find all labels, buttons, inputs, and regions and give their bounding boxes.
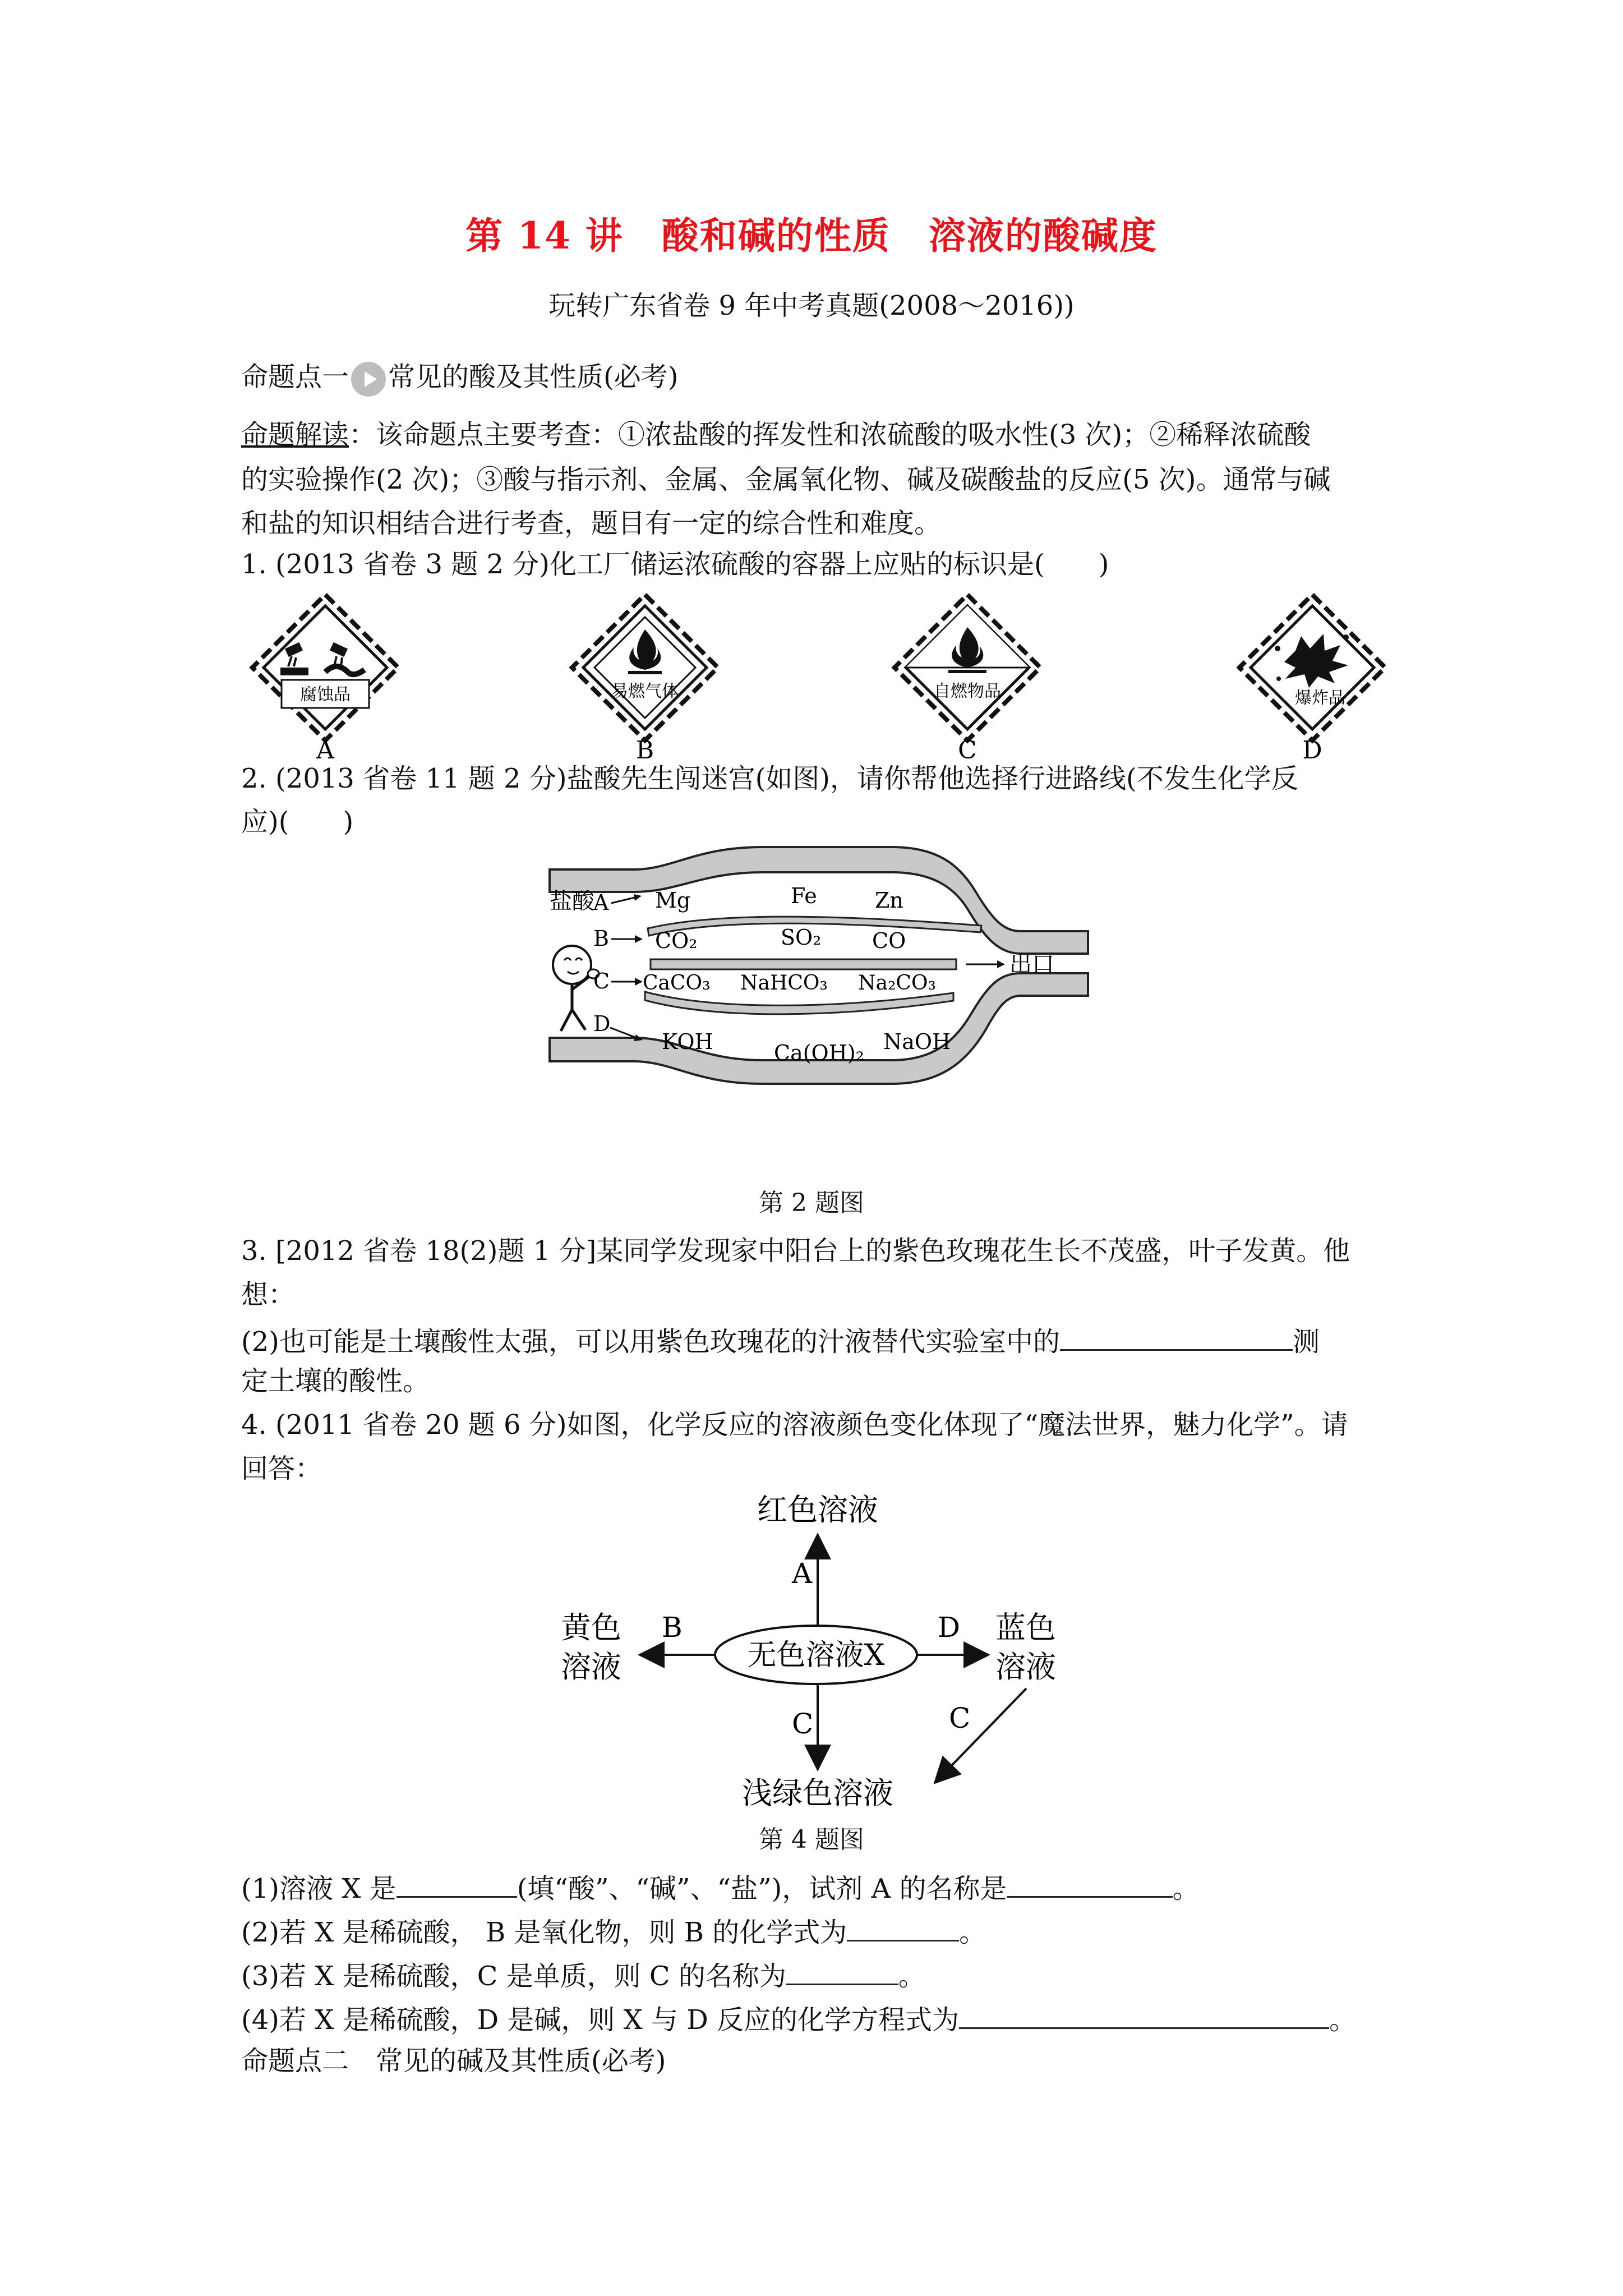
route-letter-d: D (593, 1011, 611, 1036)
question-4-sub-1 (241, 1862, 1200, 1911)
route-b-item: CO (872, 928, 906, 953)
section-prefix: 命题点一 (241, 361, 349, 393)
page-title: 第 14 讲 酸和碱的性质 溶液的酸碱度 (465, 214, 1158, 257)
sub-4-text-b: 。 (1329, 2004, 1357, 2036)
option-letter-a: A (316, 736, 334, 763)
question-3-line-3 (241, 1315, 1320, 1364)
route-d-item: KOH (662, 1029, 713, 1054)
question-3-line-1: 3. [2012 省卷 18(2)题 1 分]某同学发现家中阳台上的紫色玫瑰花生长不茂盛，叶子发黄。他 (241, 1235, 1350, 1267)
reading-label: 命题解读 (241, 419, 349, 450)
right-solution-label-1: 蓝色 (995, 1610, 1056, 1645)
route-c-item: CaCO₃ (643, 972, 711, 995)
arrow-label-a: A (792, 1557, 813, 1590)
route-a-item: Mg (655, 888, 691, 913)
sub-1-text-c: 。 (1172, 1873, 1200, 1904)
question-1: 1. (2013 省卷 3 题 2 分)化工厂储运浓硫酸的容器上应贴的标识是( ) (241, 549, 1109, 580)
route-c-item: NaHCO₃ (740, 972, 828, 995)
color-change-diagram (533, 1487, 1094, 1812)
answer-blank[interactable] (396, 1862, 517, 1898)
sub-1-text-a: (1)溶液 X 是 (241, 1873, 396, 1904)
route-c-item: Na₂CO₃ (858, 972, 936, 995)
question-2-line-2: 应)( ) (241, 806, 354, 838)
maze-diagram (527, 841, 1133, 1144)
sub-4-text-a: (4)若 X 是稀硫酸，D 是碱，则 X 与 D 反应的化学方程式为 (241, 2004, 960, 2036)
sign-label-d: 爆炸品 (1295, 688, 1345, 708)
right-solution-label-2: 溶液 (995, 1649, 1056, 1685)
arrow-label-b: B (662, 1611, 683, 1644)
sub-3-text-b: 。 (898, 1961, 925, 1992)
sub-1-text-b: (填“酸”、“碱”、“盐”)，试剂 A 的名称是 (517, 1873, 1007, 1904)
section-heading-2: 命题点二 常见的碱及其性质(必考) (241, 2045, 666, 2077)
sub-3-text-a: (3)若 X 是稀硫酸，C 是单质，则 C 的名称为 (241, 1961, 786, 1992)
answer-blank[interactable] (1060, 1315, 1293, 1351)
question-3-text-a: (2)也可能是土壤酸性太强，可以用紫色玫瑰花的汁液替代实验室中的 (241, 1326, 1060, 1358)
answer-blank[interactable] (786, 1950, 898, 1985)
reading-line-3: 和盐的知识相结合进行考查，题目有一定的综合性和难度。 (241, 508, 942, 539)
hcl-character-icon (553, 946, 599, 1031)
hazard-signs (224, 583, 1430, 763)
hazard-sign-c[interactable] (895, 595, 1040, 740)
route-d-item: NaOH (883, 1029, 951, 1054)
option-letter-c: C (958, 736, 977, 763)
route-d-item: Ca(OH)₂ (774, 1041, 864, 1065)
sub-2-text-b: 。 (959, 1917, 986, 1948)
play-icon[interactable] (351, 362, 386, 397)
top-solution-label: 红色溶液 (757, 1492, 878, 1527)
sub-2-text-a: (2)若 X 是稀硫酸， B 是氧化物，则 B 的化学式为 (241, 1917, 847, 1948)
left-solution-label-1: 黄色 (561, 1610, 621, 1645)
arrow-label-d: D (938, 1611, 961, 1644)
route-b-item: CO₂ (655, 928, 698, 953)
route-letter-a: A (593, 890, 609, 915)
route-b-item: SO₂ (781, 925, 822, 950)
reading-text-1: ：该命题点主要考查：①浓盐酸的挥发性和浓硫酸的吸水性(3 次)；②稀释浓硫酸 (349, 419, 1311, 450)
center-solution-label: 无色溶液X (747, 1639, 885, 1672)
sign-label-c: 自燃物品 (934, 682, 1001, 701)
maze-exit-label: 出口 (1009, 951, 1054, 977)
question-4-sub-4 (241, 1994, 1356, 2042)
question-4-sub-2 (241, 1906, 986, 1955)
route-a-item: Fe (791, 884, 817, 908)
hazard-sign-d[interactable] (1239, 595, 1385, 740)
bottom-solution-label: 浅绿色溶液 (742, 1775, 893, 1811)
sign-label-b: 易燃气体 (611, 682, 679, 701)
question-3-line-4: 定土壤的酸性。 (241, 1365, 430, 1397)
route-letter-c: C (593, 969, 610, 993)
arrow-label-c2: C (949, 1702, 971, 1734)
question-3-text-b: 测 (1293, 1326, 1320, 1358)
arrow-label-c1: C (792, 1708, 814, 1740)
section-suffix: 常见的酸及其性质(必考) (388, 361, 679, 393)
hazard-sign-a[interactable] (252, 595, 398, 740)
question-4-line-2: 回答： (241, 1453, 322, 1484)
answer-blank[interactable] (959, 1994, 1329, 2029)
question-4-line-1: 4. (2011 省卷 20 题 6 分)如图，化学反应的溶液颜色变化体现了“魔法世界，魅力化学”。请 (241, 1409, 1348, 1441)
reading-line-2: 的实验操作(2 次)；③酸与指示剂、金属、金属氧化物、碱及碳酸盐的反应(5 次)。通常与碱 (241, 464, 1331, 495)
question-2-line-1: 2. (2013 省卷 11 题 2 分)盐酸先生闯迷宫(如图)，请你帮他选择行进路线(不发生化学反 (241, 763, 1298, 794)
route-letter-b: B (593, 926, 609, 951)
sign-label-a: 腐蚀品 (300, 685, 351, 705)
route-a-item: Zn (875, 888, 903, 913)
answer-blank[interactable] (847, 1906, 959, 1941)
page-subtitle: 玩转广东省卷 9 年中考真题(2008～2016)) (548, 290, 1075, 321)
left-solution-label-2: 溶液 (561, 1649, 621, 1685)
figure-caption-2: 第 2 题图 (759, 1189, 864, 1217)
question-4-sub-3 (241, 1950, 925, 1999)
figure-caption-4: 第 4 题图 (759, 1825, 864, 1854)
maze-person-label: 盐酸 (550, 889, 594, 914)
section-heading-1 (241, 355, 678, 399)
hazard-sign-b[interactable] (572, 595, 718, 740)
question-3-line-2: 想： (241, 1279, 296, 1310)
option-letter-b: B (635, 736, 654, 763)
option-letter-d: D (1302, 736, 1322, 763)
answer-blank[interactable] (1007, 1862, 1173, 1898)
reading-line-1 (241, 412, 1311, 457)
